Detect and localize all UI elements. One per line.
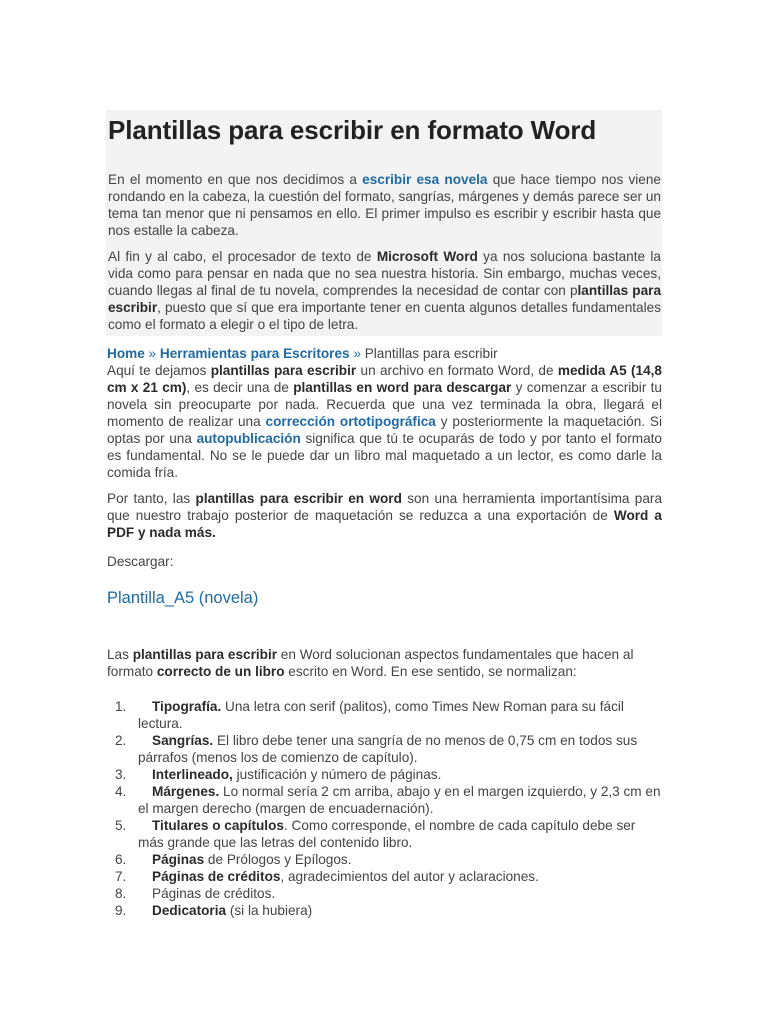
list-number: 1. xyxy=(115,699,127,714)
list-item xyxy=(107,851,662,868)
list-item-text: Lo normal sería 2 cm arriba, abajo y en el margen izquierdo, y 2,3 cm en el margen derecho (margen de encuadernación). xyxy=(138,784,661,816)
breadcrumb-home-link[interactable]: Home xyxy=(107,346,145,361)
bold-text: Word a PDF y nada más. xyxy=(107,508,662,540)
feature-list xyxy=(107,698,662,919)
bold-text: plantillas para escribir en word xyxy=(195,491,402,506)
link-correccion-ortotipografica[interactable]: corrección ortotipográfica xyxy=(265,414,436,429)
list-item-text: de Prólogos y Epílogos. xyxy=(204,852,352,867)
list-item-text: justificación y número de páginas. xyxy=(232,767,442,782)
paragraph-4 xyxy=(107,490,662,541)
list-item-bold: Páginas xyxy=(152,852,205,867)
list-item-bold: Páginas de créditos xyxy=(152,869,281,884)
text-span: Al fin y al cabo, el procesador de texto de xyxy=(108,249,377,264)
bold-text: Microsoft Word xyxy=(376,249,478,264)
text-span: en Word solucionan aspectos fundamentales que hacen al formato xyxy=(107,647,634,679)
list-item-bold: Titulares o capítulos xyxy=(152,818,284,833)
list-item-text: . Como corresponde, el nombre de cada capítulo debe ser más grande que las letras del contenido libro. xyxy=(138,818,636,850)
breadcrumb-separator: » xyxy=(144,346,160,361)
link-escribir-novela[interactable]: escribir esa novela xyxy=(362,172,488,187)
list-item-bold: Dedicatoria xyxy=(152,903,227,918)
intro-box xyxy=(106,110,662,336)
list-item xyxy=(107,766,662,783)
text-span: y comenzar a escribir tu novela sin preocuparte por nada. Recuerda que una vez terminada la obra, llegará el momento de realizar una xyxy=(107,380,662,429)
breadcrumb-current: Plantillas para escribir xyxy=(364,346,498,361)
list-item-text: Una letra con serif (palitos), como Times New Roman para su fácil lectura. xyxy=(138,699,624,731)
text-span: significa que tú te ocuparás de todo y por tanto el formato es fundamental. No se le puede dar un libro mal maquetado a un lector, es como darle la comida fría. xyxy=(107,431,662,480)
intro-paragraph-1 xyxy=(108,171,661,239)
text-span: un archivo en formato Word, de xyxy=(356,363,558,378)
list-item xyxy=(107,885,662,902)
paragraph-5 xyxy=(107,646,662,680)
list-item-bold: Interlineado, xyxy=(152,767,233,782)
intro-paragraph-2 xyxy=(108,248,661,333)
text-span: escrito en Word. En ese sentido, se normalizan: xyxy=(284,664,577,679)
list-item xyxy=(107,698,662,732)
list-item-text: (si la hubiera) xyxy=(226,903,313,918)
breadcrumb-separator: » xyxy=(349,346,365,361)
bold-text: plantillas en word para descargar xyxy=(293,380,512,395)
list-item xyxy=(107,783,662,817)
text-span: , es decir una de xyxy=(186,380,294,395)
list-item-text: , agradecimientos del autor y aclaraciones. xyxy=(280,869,539,884)
list-number: 9. xyxy=(115,903,127,918)
list-number: 5. xyxy=(115,818,127,833)
bold-text: correcto de un libro xyxy=(156,664,285,679)
list-item-bold: Márgenes. xyxy=(152,784,220,799)
list-number: 7. xyxy=(115,869,127,884)
link-autopublicacion[interactable]: autopublicación xyxy=(196,431,301,446)
text-span: Por tanto, las xyxy=(107,491,196,506)
list-number: 4. xyxy=(115,784,127,799)
list-item xyxy=(107,902,662,919)
text-span: que hace tiempo nos viene rondando en la cabeza, la cuestión del formato, sangrías, márgenes y demás parece ser un tema tan menor que ni pensamos en ello. El primer impulso es escribir y escribir hasta que nos estalle la cabeza. xyxy=(108,172,661,238)
list-number: 8. xyxy=(115,886,127,901)
list-number: 3. xyxy=(115,767,127,782)
paragraph-3 xyxy=(107,362,662,481)
text-span: son una herramienta importantísima para que nuestro trabajo posterior de maquetación se reduzca a una exportación de xyxy=(107,491,663,523)
list-item-bold: Sangrías. xyxy=(152,733,214,748)
list-item-text: El libro debe tener una sangría de no menos de 0,75 cm en todos sus párrafos (menos los de comienzo de capítulo). xyxy=(138,733,638,765)
download-template-link[interactable]: Plantilla_A5 (novela) xyxy=(107,589,259,607)
text-span: y posteriormente la maquetación. Si optas por una xyxy=(107,414,662,446)
list-item xyxy=(107,817,662,851)
list-number: 6. xyxy=(115,852,127,867)
bold-text: medida A5 (14,8 cm x 21 cm) xyxy=(107,363,662,395)
breadcrumb-section-link[interactable]: Herramientas para Escritores xyxy=(159,346,350,361)
list-item-text: Páginas de créditos. xyxy=(152,886,276,901)
list-item-bold: Tipografía. xyxy=(152,699,222,714)
text-span: En el momento en que nos decidimos a xyxy=(108,172,363,187)
bold-text: plantillas para escribir xyxy=(132,647,278,662)
text-span: , puesto que sí que era importante tener en cuenta algunos detalles fundamentales como el formato a elegir o el tipo de letra. xyxy=(108,300,661,332)
page-title: Plantillas para escribir en formato Word xyxy=(108,115,597,145)
download-label: Descargar: xyxy=(107,554,174,569)
list-item xyxy=(107,868,662,885)
list-number: 2. xyxy=(115,733,127,748)
breadcrumb xyxy=(107,345,662,362)
text-span: ya nos soluciona bastante la vida como para pensar en nada que no sea nuestra historia. Sin embargo, muchas veces, cuando llegas al final de tu novela, comprendes la necesidad de contar con p xyxy=(108,249,661,298)
bold-text: plantillas para escribir xyxy=(210,363,357,378)
list-item xyxy=(107,732,662,766)
bold-text: lantillas para escribir xyxy=(108,283,662,315)
text-span: Aquí te dejamos xyxy=(107,363,211,378)
text-span: Las xyxy=(107,647,133,662)
body-text xyxy=(107,345,662,541)
